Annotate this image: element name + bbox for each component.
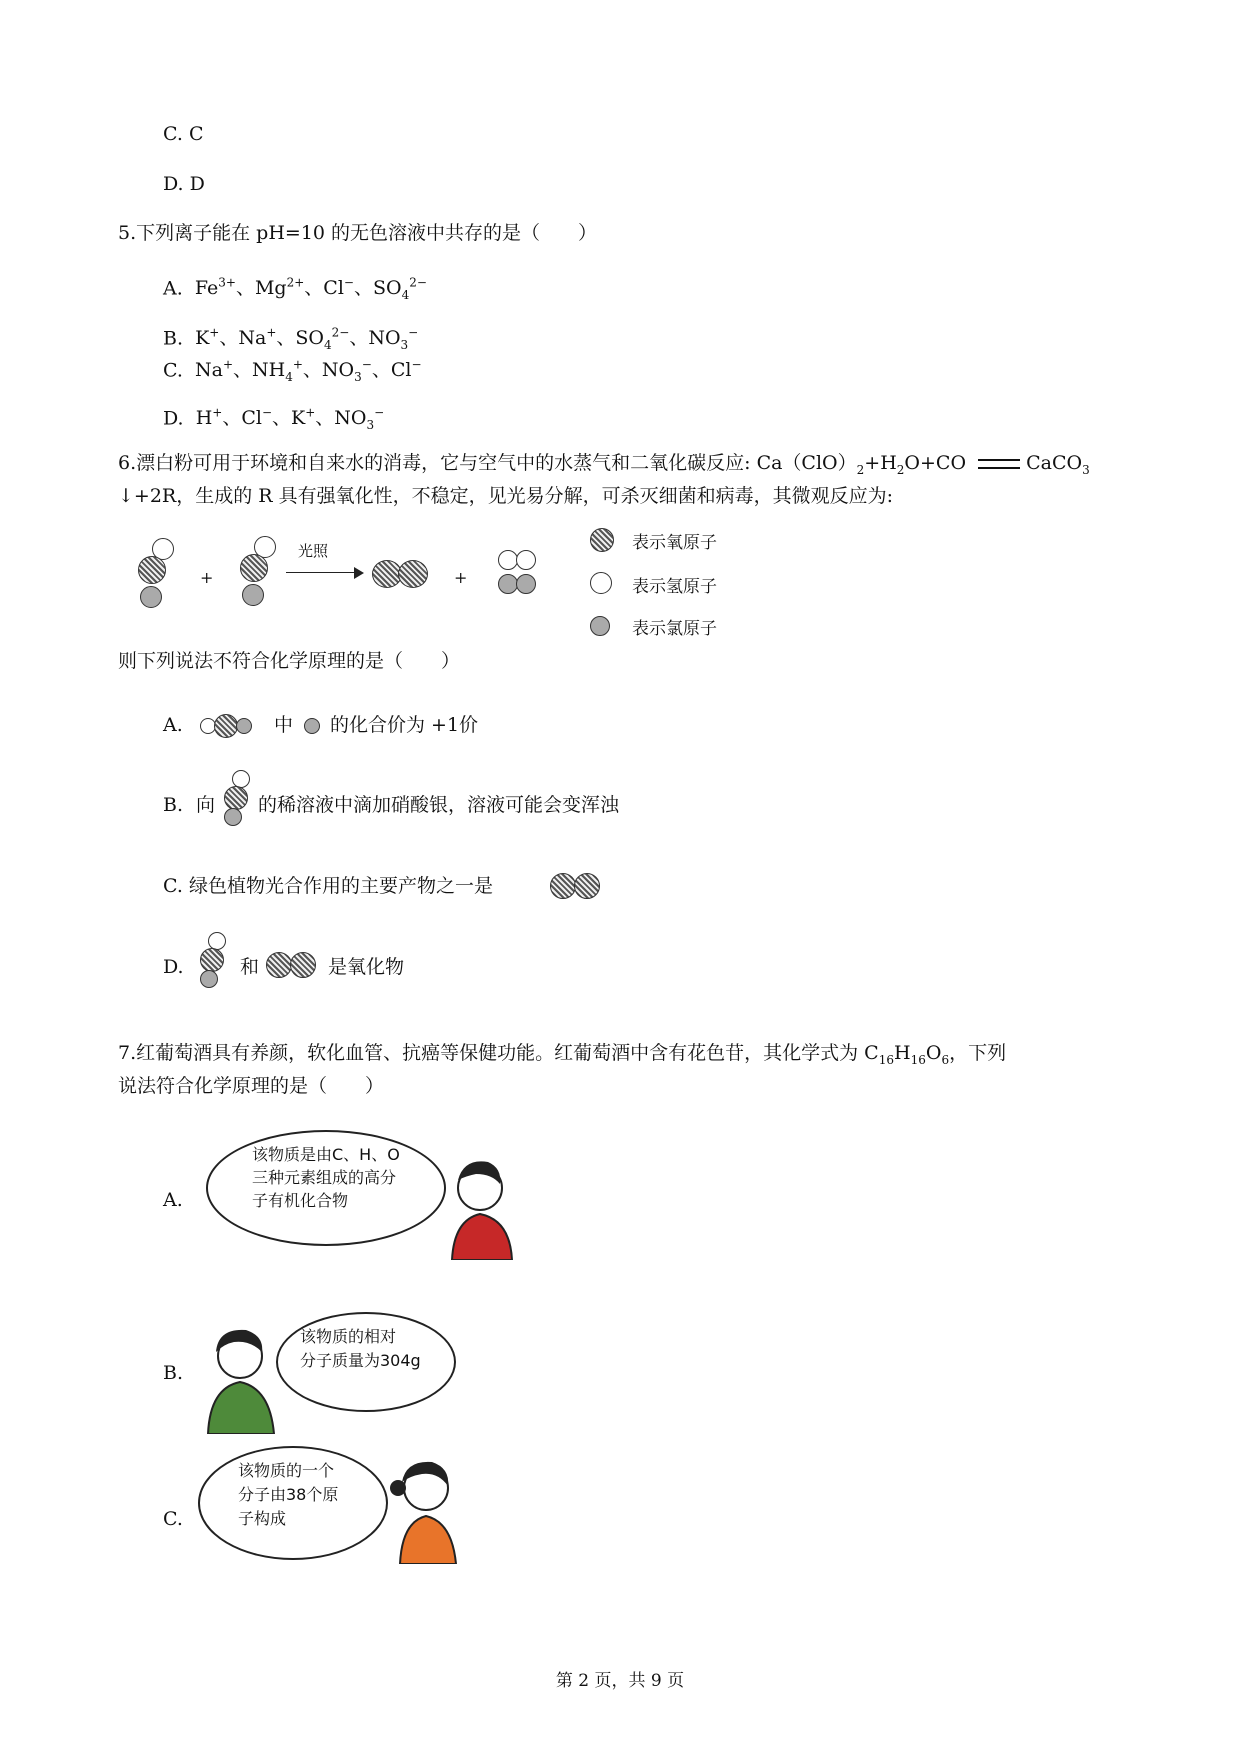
q6-option-a-end: 的化合价为 +1价 <box>330 714 479 736</box>
q6-stem-text-b: +H <box>864 452 897 474</box>
q5-option-c-ions: Na+、$NH_4^+$、$NO_3^-$、Cl− <box>188 358 422 385</box>
q5-option-b-label: B. <box>163 327 184 350</box>
q7-stem-text-b: H <box>894 1042 911 1064</box>
oxygen-atom-icon <box>240 554 268 582</box>
q7-b-line1: 该物质的相对 <box>300 1327 397 1346</box>
q6-option-d-label: D. <box>163 956 184 978</box>
chlorine-atom-icon <box>236 718 252 734</box>
q6-option-b-label: B. <box>163 794 184 816</box>
q6-option-c <box>163 873 493 899</box>
q6-option-a <box>163 712 183 738</box>
hydrogen-legend-icon <box>590 572 612 594</box>
q6-option-b-pre: 向 <box>196 794 216 816</box>
girl-cartoon-icon <box>378 1452 478 1564</box>
q6-option-b-end: 的稀溶液中滴加硝酸银，溶液可能会变浑浊 <box>258 794 620 816</box>
q6-stem-text: 6.漂白粉可用于环境和自来水的消毒，它与空气中的水蒸气和二氧化碳反应: Ca（ClO） <box>118 452 857 474</box>
q6-stem-line1: 6.漂白粉可用于环境和自来水的消毒，它与空气中的水蒸气和二氧化碳反应: $Ca(ClO)_2+H_2O+CO$ CaCO$_3$ <box>118 452 1090 477</box>
chlorine-atom-icon <box>516 574 536 594</box>
arrow-label: 光照 <box>298 542 329 560</box>
q6-option-a-mid: 中 <box>274 714 294 736</box>
oxygen-atom-icon <box>214 714 238 738</box>
reaction-diagram <box>118 528 758 638</box>
arrow-head-icon <box>354 567 364 579</box>
chlorine-atom-icon <box>224 808 242 826</box>
oxygen-atom-icon <box>200 948 224 972</box>
q6-stem-text-d: CaCO <box>1026 452 1083 474</box>
legend-hydrogen: 表示氢原子 <box>632 577 717 597</box>
legend-oxygen: 表示氧原子 <box>632 533 717 553</box>
boy-cartoon-icon <box>440 1150 530 1260</box>
q7-stem-line2: 说法符合化学原理的是（ ） <box>118 1075 385 1097</box>
boy-green-cartoon-icon <box>200 1322 290 1434</box>
q4-option-c: C. C <box>163 123 204 145</box>
oxygen-atom-icon <box>138 556 166 584</box>
q5-option-b-ions: K+、Na+、$SO_4^{2-}$、$NO_3^-$ <box>189 326 419 353</box>
oxygen-atom-icon <box>550 873 576 899</box>
q5-stem: 5.下列离子能在 pH=10 的无色溶液中共存的是（ ） <box>118 222 598 244</box>
q5-option-c <box>163 352 422 390</box>
page-footer: 第 2 页，共 9 页 <box>555 1671 685 1691</box>
plus-sign: + <box>454 568 468 587</box>
q6-option-d <box>163 954 184 980</box>
q7-option-a-label: A. <box>163 1189 183 1211</box>
q7-stem-text-c: O <box>925 1042 942 1064</box>
oxygen-atom-icon <box>266 952 292 978</box>
chlorine-atom-icon <box>140 586 162 608</box>
q7-stem-text: 7.红葡萄酒具有养颜，软化血管、抗癌等保健功能。红葡萄酒中含有花色苷，其化学式为 C <box>118 1042 879 1064</box>
q6-option-d-end: 是氧化物 <box>328 956 405 978</box>
q5-option-c-label: C. <box>163 359 183 382</box>
q5-option-a <box>163 270 427 308</box>
q6-stem-line2: ↓+2R，生成的 R 具有强氧化性，不稳定，见光易分解，可杀灭细菌和病毒，其微观反应为: <box>118 485 894 507</box>
q6-option-d-mid: 和 <box>240 956 260 978</box>
q7-c-line3: 子构成 <box>238 1509 287 1528</box>
q5-option-a-label: A. <box>163 277 183 300</box>
hydrogen-atom-icon <box>498 550 518 570</box>
hydrogen-atom-icon <box>516 550 536 570</box>
oxygen-atom-icon <box>224 786 248 810</box>
q7-a-line3: 子有机化合物 <box>252 1191 349 1210</box>
q7-option-b-label: B. <box>163 1362 184 1384</box>
oxygen-atom-icon <box>574 873 600 899</box>
q6-option-b <box>163 792 183 818</box>
q6-option-c-text: 绿色植物光合作用的主要产物之一是 <box>188 875 493 897</box>
q7-c-line1: 该物质的一个 <box>238 1461 335 1480</box>
legend-chlorine: 表示氯原子 <box>632 619 717 639</box>
q7-stem-text-d: ，下列 <box>949 1042 1007 1064</box>
q5-option-d-label: D. <box>163 407 184 430</box>
q7-option-c-label: C. <box>163 1508 183 1530</box>
oxygen-atom-icon <box>290 952 316 978</box>
oxygen-atom-icon <box>398 560 428 588</box>
arrow-shaft <box>286 572 356 573</box>
q4-option-d: D. D <box>163 173 205 195</box>
q6-option-a-label: A. <box>163 714 183 736</box>
q5-option-a-ions: $Fe^{3+}$、$Mg^{2+}$、Cl−、$SO_4^{2-}$ <box>188 276 427 303</box>
q6-option-c-label: C. <box>163 875 183 897</box>
chlorine-atom-icon <box>242 584 264 606</box>
q6-question: 则下列说法不符合化学原理的是（ ） <box>118 650 461 672</box>
q5-option-d <box>163 400 384 438</box>
q5-option-d-ions: H+、Cl−、K+、$NO_3^-$ <box>189 406 385 433</box>
q7-a-line1: 该物质是由C、H、O <box>252 1145 400 1164</box>
q7-c-line2: 分子由38个原 <box>238 1485 339 1504</box>
plus-sign: + <box>200 568 214 587</box>
equal-sign-icon <box>978 459 1020 469</box>
oxygen-legend-icon <box>590 528 614 552</box>
chlorine-legend-icon <box>590 616 610 636</box>
q7-b-line2: 分子质量为304g <box>300 1351 421 1370</box>
chlorine-atom-icon <box>304 718 320 734</box>
q7-stem-line1: 7.红葡萄酒具有养颜，软化血管、抗癌等保健功能。红葡萄酒中含有花色苷，其化学式为 $C_{16}H_{16}O_6$，下列 <box>118 1042 1007 1067</box>
chlorine-atom-icon <box>498 574 518 594</box>
q7-a-line2: 三种元素组成的高分 <box>252 1168 397 1187</box>
q6-stem-text-c: O+CO <box>904 452 967 474</box>
chlorine-atom-icon <box>200 970 218 988</box>
